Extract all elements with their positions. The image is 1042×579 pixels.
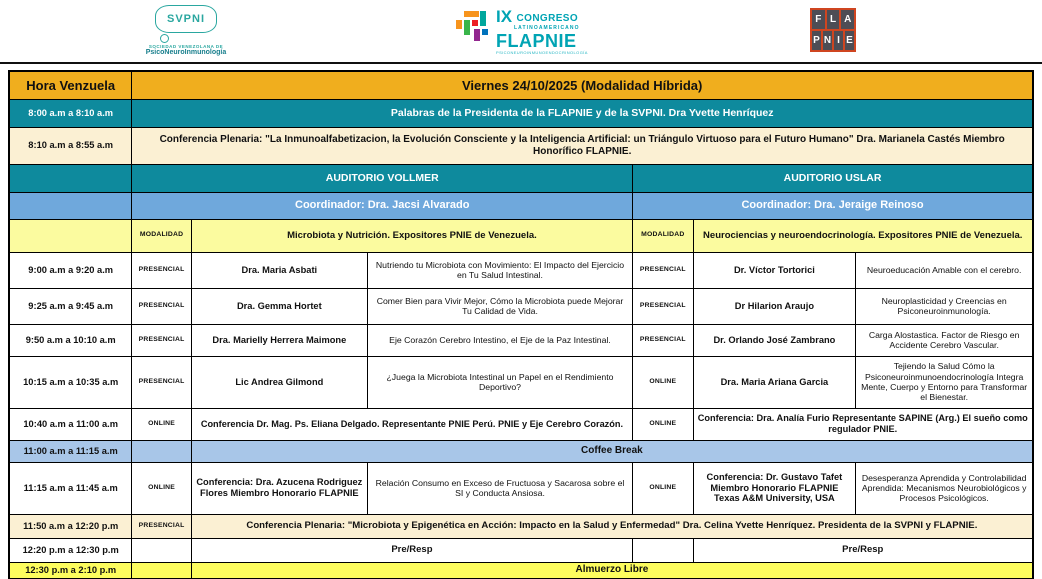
- modalidad-cell: PRESENCIAL: [132, 252, 191, 288]
- schedule-table: [8, 70, 1034, 579]
- time-cell: 9:25 a.m a 9:45 a.m: [9, 288, 132, 324]
- empty-cell: [633, 538, 693, 562]
- modalidad-cell: ONLINE: [633, 408, 693, 440]
- flapnie-box-logo: [810, 8, 856, 52]
- time-cell: 9:50 a.m a 10:10 a.m: [9, 324, 132, 356]
- empty-cell: [9, 164, 132, 192]
- topic-cell: Nutriendo tu Microbiota con Movimiento: El Impacto del Ejercicio en Tu Salud Intestinal.: [367, 252, 632, 288]
- lunch-row: [9, 562, 1033, 578]
- logo-bar: [0, 0, 1042, 64]
- speaker-cell: Dra. Maria Asbati: [191, 252, 367, 288]
- time-cell: 9:00 a.m a 9:20 a.m: [9, 252, 132, 288]
- congress-region: LATINOAMERICANO: [514, 25, 580, 31]
- modalidad-cell: PRESENCIAL: [132, 288, 191, 324]
- coffee-break-row: [9, 440, 1033, 462]
- topic-cell: Relación Consumo en Exceso de Fructuosa y Sacarosa sobre el SI y Conducta Ansiosa.: [367, 462, 632, 514]
- time-cell: 11:50 a.m a 12:20 p.m: [9, 514, 132, 538]
- topic-cell: Neuroeducación Amable con el cerebro.: [856, 252, 1033, 288]
- pre-resp-right-cell: Pre/Resp: [693, 538, 1033, 562]
- table-header-row: [9, 71, 1033, 99]
- conference-left-cell: Conferencia Dr. Mag. Ps. Eliana Delgado. Representante PNIE Perú. PNIE y Eje Cerebro Corazón.: [191, 408, 632, 440]
- svpni-caption-line1: SOCIEDAD VENEZOLANA DE: [148, 44, 224, 49]
- flapnie-letter: F: [812, 10, 825, 29]
- plenary1-row: [9, 127, 1033, 164]
- flapnie-letter: N: [823, 31, 832, 50]
- hora-header-cell: Hora Venzuela: [9, 71, 132, 99]
- congress-logo: [455, 8, 588, 55]
- empty-cell: [132, 440, 191, 462]
- conference-right-cell: Conferencia: Dra. Analía Furio Representante SAPINE (Arg.) El sueño como regulador PNIE.: [693, 408, 1033, 440]
- session-row: [9, 324, 1033, 356]
- speaker-cell: Lic Andrea Gilmond: [191, 356, 367, 408]
- time-cell: 11:15 a.m a 11:45 a.m: [9, 462, 132, 514]
- speaker-cell: Dra. Gemma Hortet: [191, 288, 367, 324]
- session-row: [9, 252, 1033, 288]
- auditorium-row: [9, 164, 1033, 192]
- flapnie-letter: E: [845, 31, 854, 50]
- opening-row: [9, 99, 1033, 127]
- modalidad-cell: ONLINE: [132, 408, 191, 440]
- speaker-cell: Dra. Marielly Herrera Maimone: [191, 324, 367, 356]
- empty-cell: [9, 192, 132, 219]
- plenary2-row: [9, 514, 1033, 538]
- modalidad-cell: PRESENCIAL: [633, 252, 693, 288]
- day-header-cell: Viernes 24/10/2025 (Modalidad Híbrida): [132, 71, 1033, 99]
- speaker-cell: Dr. Orlando José Zambrano: [693, 324, 856, 356]
- coordinator-row: [9, 192, 1033, 219]
- time-cell: 10:40 a.m a 11:00 a.m: [9, 408, 132, 440]
- speaker-cell: Dr. Víctor Tortorici: [693, 252, 856, 288]
- topic-cell: Carga Alostastica. Factor de Riesgo en Accidente Cerebro Vascular.: [856, 324, 1033, 356]
- topic-cell: Desesperanza Aprendida y Controlabilidad Aprendida: Mecanismos Neurobiológicos y Procesos Psicológicos.: [856, 462, 1033, 514]
- modalidad-cell: PRESENCIAL: [633, 324, 693, 356]
- speaker-cell: Dra. Maria Ariana Garcia: [693, 356, 856, 408]
- flapnie-box-row: [812, 31, 854, 50]
- speaker-cell: Dr Hilarion Araujo: [693, 288, 856, 324]
- modalidad-cell: PRESENCIAL: [132, 514, 191, 538]
- coordinator-right-cell: Coordinador: Dra. Jeraige Reinoso: [633, 192, 1033, 219]
- flapnie-letter: P: [812, 31, 821, 50]
- speaker-cell: Conferencia: Dra. Azucena Rodriguez Flores Miembro Honorario FLAPNIE: [191, 462, 367, 514]
- modalidad-cell: PRESENCIAL: [633, 288, 693, 324]
- plenary2-cell: Conferencia Plenaria: "Microbiota y Epigenética en Acción: Impacto en la Salud y Enfermedad" Dra. Celina Yvette Henríquez. Presidenta de la SVPNI y FLAPNIE.: [191, 514, 1033, 538]
- topic-cell: Comer Bien para Vivir Mejor, Cómo la Microbiota puede Mejorar Tu Calidad de Vida.: [367, 288, 632, 324]
- modalidad-cell: ONLINE: [132, 462, 191, 514]
- svpni-acronym: SVPNI: [166, 13, 205, 25]
- topic-cell: Neuroplasticidad y Creencias en Psiconeuroinmunología.: [856, 288, 1033, 324]
- time-cell: 11:00 a.m a 11:15 a.m: [9, 440, 132, 462]
- modalidad-cell: PRESENCIAL: [132, 356, 191, 408]
- time-cell: 10:15 a.m a 10:35 a.m: [9, 356, 132, 408]
- topic-cell: Eje Corazón Cerebro Intestino, el Eje de la Paz Intestinal.: [367, 324, 632, 356]
- lunch-cell: Almuerzo Libre: [191, 562, 1033, 578]
- topic-cell: ¿Juega la Microbiota Intestinal un Papel en el Rendimiento Deportivo?: [367, 356, 632, 408]
- modalidad-header-cell: MODALIDAD: [132, 219, 191, 252]
- flapnie-letter: I: [834, 31, 843, 50]
- modalidad-cell: ONLINE: [633, 356, 693, 408]
- svpni-caption-line2: PsicoNeuroInmunología: [145, 49, 227, 56]
- congress-puzzle-icon: [455, 8, 491, 46]
- time-cell: 8:10 a.m a 8:55 a.m: [9, 127, 132, 164]
- modalidad-header-cell: MODALIDAD: [633, 219, 693, 252]
- time-cell: 12:30 p.m a 2:10 p.m: [9, 562, 132, 578]
- coordinator-left-cell: Coordinador: Dra. Jacsi Alvarado: [132, 192, 633, 219]
- svpni-logo: [138, 5, 234, 56]
- flapnie-box-row: [812, 10, 854, 29]
- conference-row: [9, 408, 1033, 440]
- congress-caption: PSICONEUROINMUNOENDOCRINOLOGÍA: [496, 50, 588, 55]
- track-left-cell: Microbiota y Nutrición. Expositores PNIE de Venezuela.: [191, 219, 632, 252]
- congress-numeral: IX: [496, 7, 513, 26]
- svpni-brain-icon: [155, 5, 217, 33]
- flapnie-letter: L: [827, 10, 840, 29]
- congress-logo-text: [496, 8, 588, 55]
- pre-resp-row: [9, 538, 1033, 562]
- modalidad-cell: ONLINE: [633, 462, 693, 514]
- track-header-row: [9, 219, 1033, 252]
- speaker-cell: Conferencia: Dr. Gustavo Tafet Miembro Honorario FLAPNIE Texas A&M University, USA: [693, 462, 856, 514]
- flapnie-letter: A: [841, 10, 854, 29]
- pre-resp-left-cell: Pre/Resp: [191, 538, 632, 562]
- topic-cell: Tejiendo la Salud Cómo la Psiconeuroinmunoendocrinología Integra Mente, Cuerpo y Entorno para Transformar el Bienestar.: [856, 356, 1033, 408]
- time-cell: 12:20 p.m a 12:30 p.m: [9, 538, 132, 562]
- auditorium-right-cell: AUDITORIO USLAR: [633, 164, 1033, 192]
- coffee-break-cell: Coffee Break: [191, 440, 1033, 462]
- empty-cell: [9, 219, 132, 252]
- session-row: [9, 288, 1033, 324]
- modalidad-cell: PRESENCIAL: [132, 324, 191, 356]
- congress-word: CONGRESO: [516, 13, 579, 24]
- plenary1-cell: Conferencia Plenaria: "La Inmunoalfabetizacion, la Evolución Consciente y la Inteligencia Artificial: un Triángulo Virtuoso para el Futuro Humano" Dra. Marianela Castés Miembro Honorífico FLAPNIE.: [132, 127, 1033, 164]
- time-cell: 8:00 a.m a 8:10 a.m: [9, 99, 132, 127]
- svpni-tail-icon: [160, 34, 169, 43]
- session-row: [9, 356, 1033, 408]
- opening-cell: Palabras de la Presidenta de la FLAPNIE y de la SVPNI. Dra Yvette Henríquez: [132, 99, 1033, 127]
- auditorium-left-cell: AUDITORIO VOLLMER: [132, 164, 633, 192]
- empty-cell: [132, 538, 191, 562]
- empty-cell: [132, 562, 191, 578]
- track-right-cell: Neurociencias y neuroendocrinología. Expositores PNIE de Venezuela.: [693, 219, 1033, 252]
- session-row: [9, 462, 1033, 514]
- congress-name: FLAPNIE: [496, 31, 577, 51]
